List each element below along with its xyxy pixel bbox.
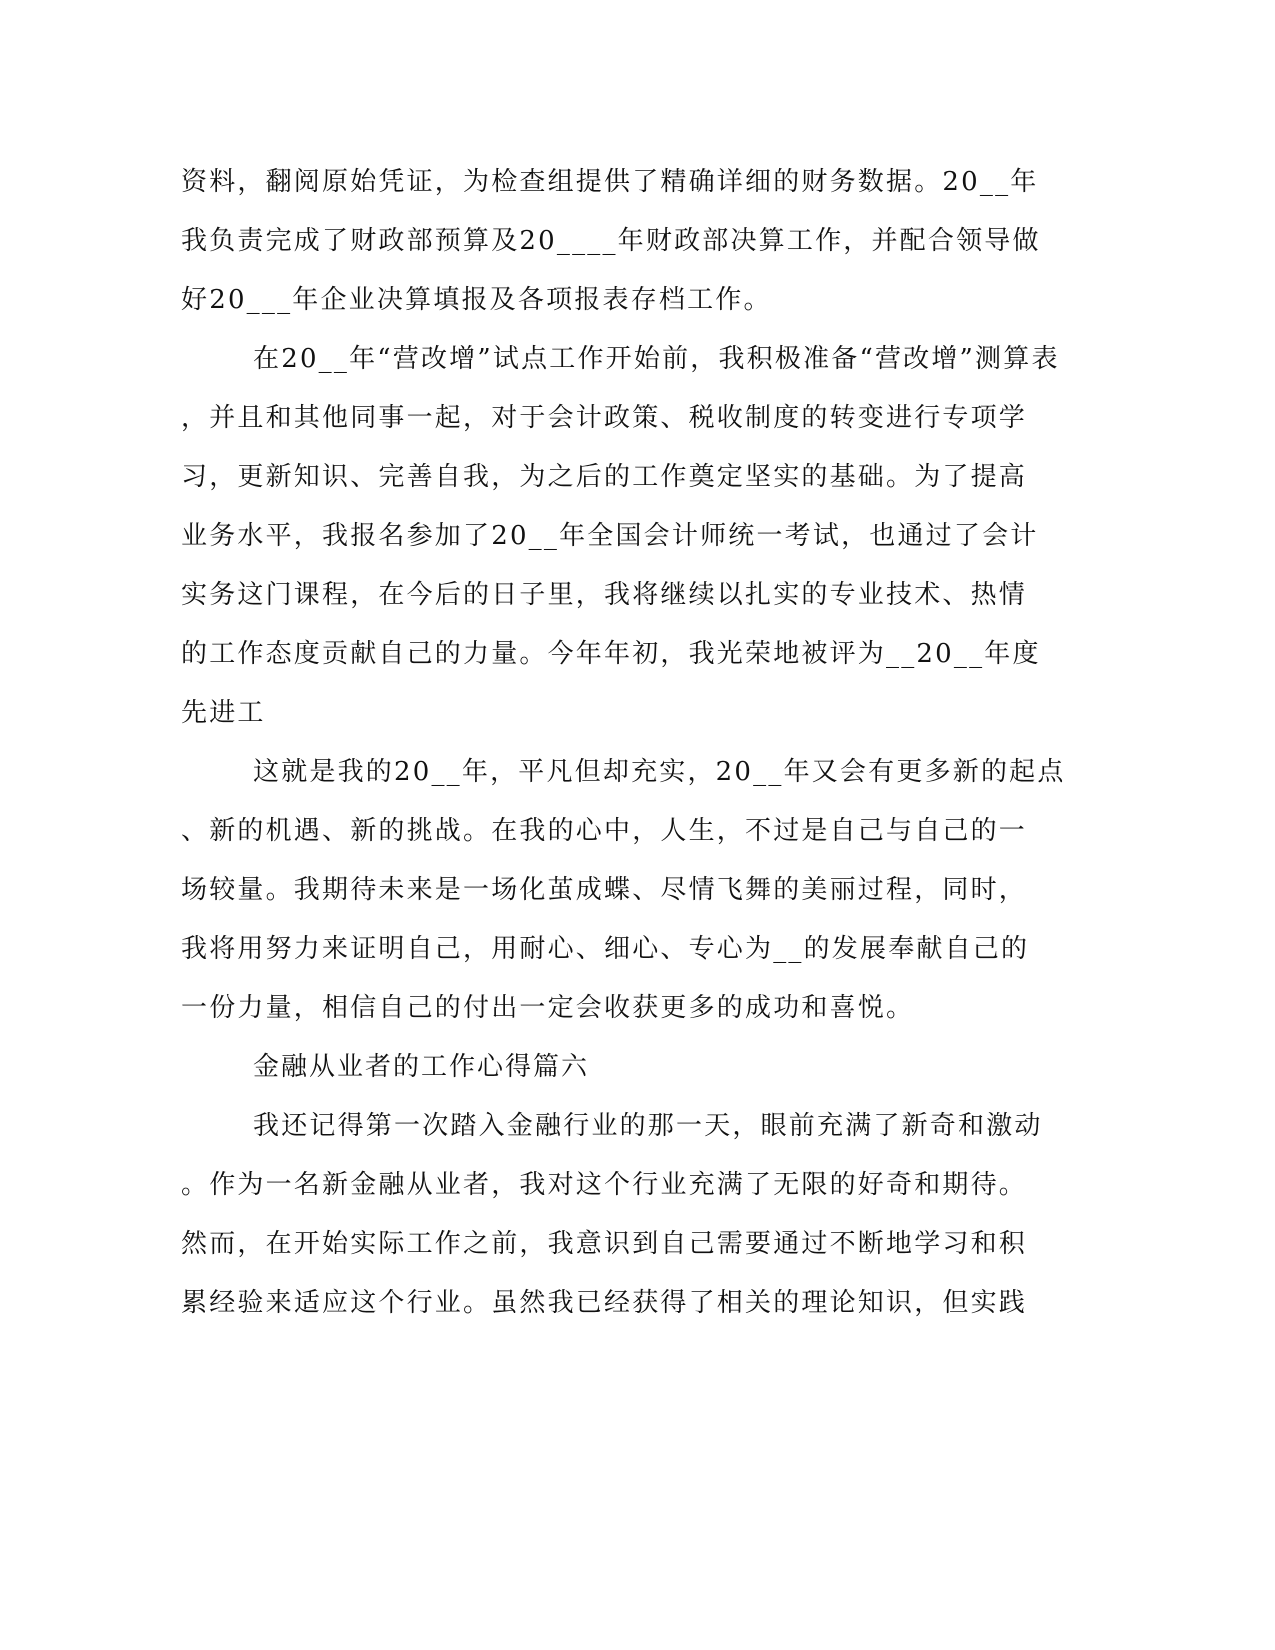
paragraph-3-line-3: 场较量。我期待未来是一场化茧成蝶、尽情飞舞的美丽过程，同时， bbox=[181, 875, 1028, 905]
paragraph-4-line-1: 我还记得第一次踏入金融行业的那一天，眼前充满了新奇和激动 bbox=[253, 1111, 1043, 1141]
paragraph-4-line-3: 然而，在开始实际工作之前，我意识到自己需要通过不断地学习和积 bbox=[181, 1229, 1028, 1259]
paragraph-1-line-2: 我负责完成了财政部预算及20____年财政部决算工作，并配合领导做 bbox=[181, 226, 1041, 256]
paragraph-2-line-1: 在20__年“营改增”试点工作开始前，我积极准备“营改增”测算表 bbox=[253, 344, 1060, 374]
paragraph-2-line-6: 的工作态度贡献自己的力量。今年年初，我光荣地被评为__20__年度 bbox=[181, 639, 1041, 669]
paragraph-2-line-7: 先进工 bbox=[181, 698, 266, 728]
paragraph-3-line-4: 我将用努力来证明自己，用耐心、细心、专心为__的发展奉献自己的 bbox=[181, 934, 1030, 964]
paragraph-4-line-2: 。作为一名新金融从业者，我对这个行业充满了无限的好奇和期待。 bbox=[181, 1170, 1028, 1200]
paragraph-1-line-1: 资料，翻阅原始凭证，为检查组提供了精确详细的财务数据。20__年 bbox=[181, 167, 1039, 197]
paragraph-2-line-5: 实务这门课程，在今后的日子里，我将继续以扎实的专业技术、热情 bbox=[181, 580, 1028, 610]
paragraph-4-line-4: 累经验来适应这个行业。虽然我已经获得了相关的理论知识，但实践 bbox=[181, 1288, 1028, 1318]
paragraph-3-line-5: 一份力量，相信自己的付出一定会收获更多的成功和喜悦。 bbox=[181, 993, 915, 1023]
paragraph-1-line-3: 好20___年企业决算填报及各项报表存档工作。 bbox=[181, 285, 772, 315]
section-heading: 金融从业者的工作心得篇六 bbox=[253, 1052, 590, 1082]
paragraph-2-line-2: ，并且和其他同事一起，对于会计政策、税收制度的转变进行专项学 bbox=[181, 403, 1028, 433]
paragraph-2-line-3: 习，更新知识、完善自我，为之后的工作奠定坚实的基础。为了提高 bbox=[181, 462, 1028, 492]
paragraph-3-line-2: 、新的机遇、新的挑战。在我的心中，人生，不过是自己与自己的一 bbox=[181, 816, 1028, 846]
paragraph-3-line-1: 这就是我的20__年，平凡但却充实，20__年又会有更多新的起点 bbox=[253, 757, 1066, 787]
paragraph-2-line-4: 业务水平，我报名参加了20__年全国会计师统一考试，也通过了会计 bbox=[181, 521, 1039, 551]
